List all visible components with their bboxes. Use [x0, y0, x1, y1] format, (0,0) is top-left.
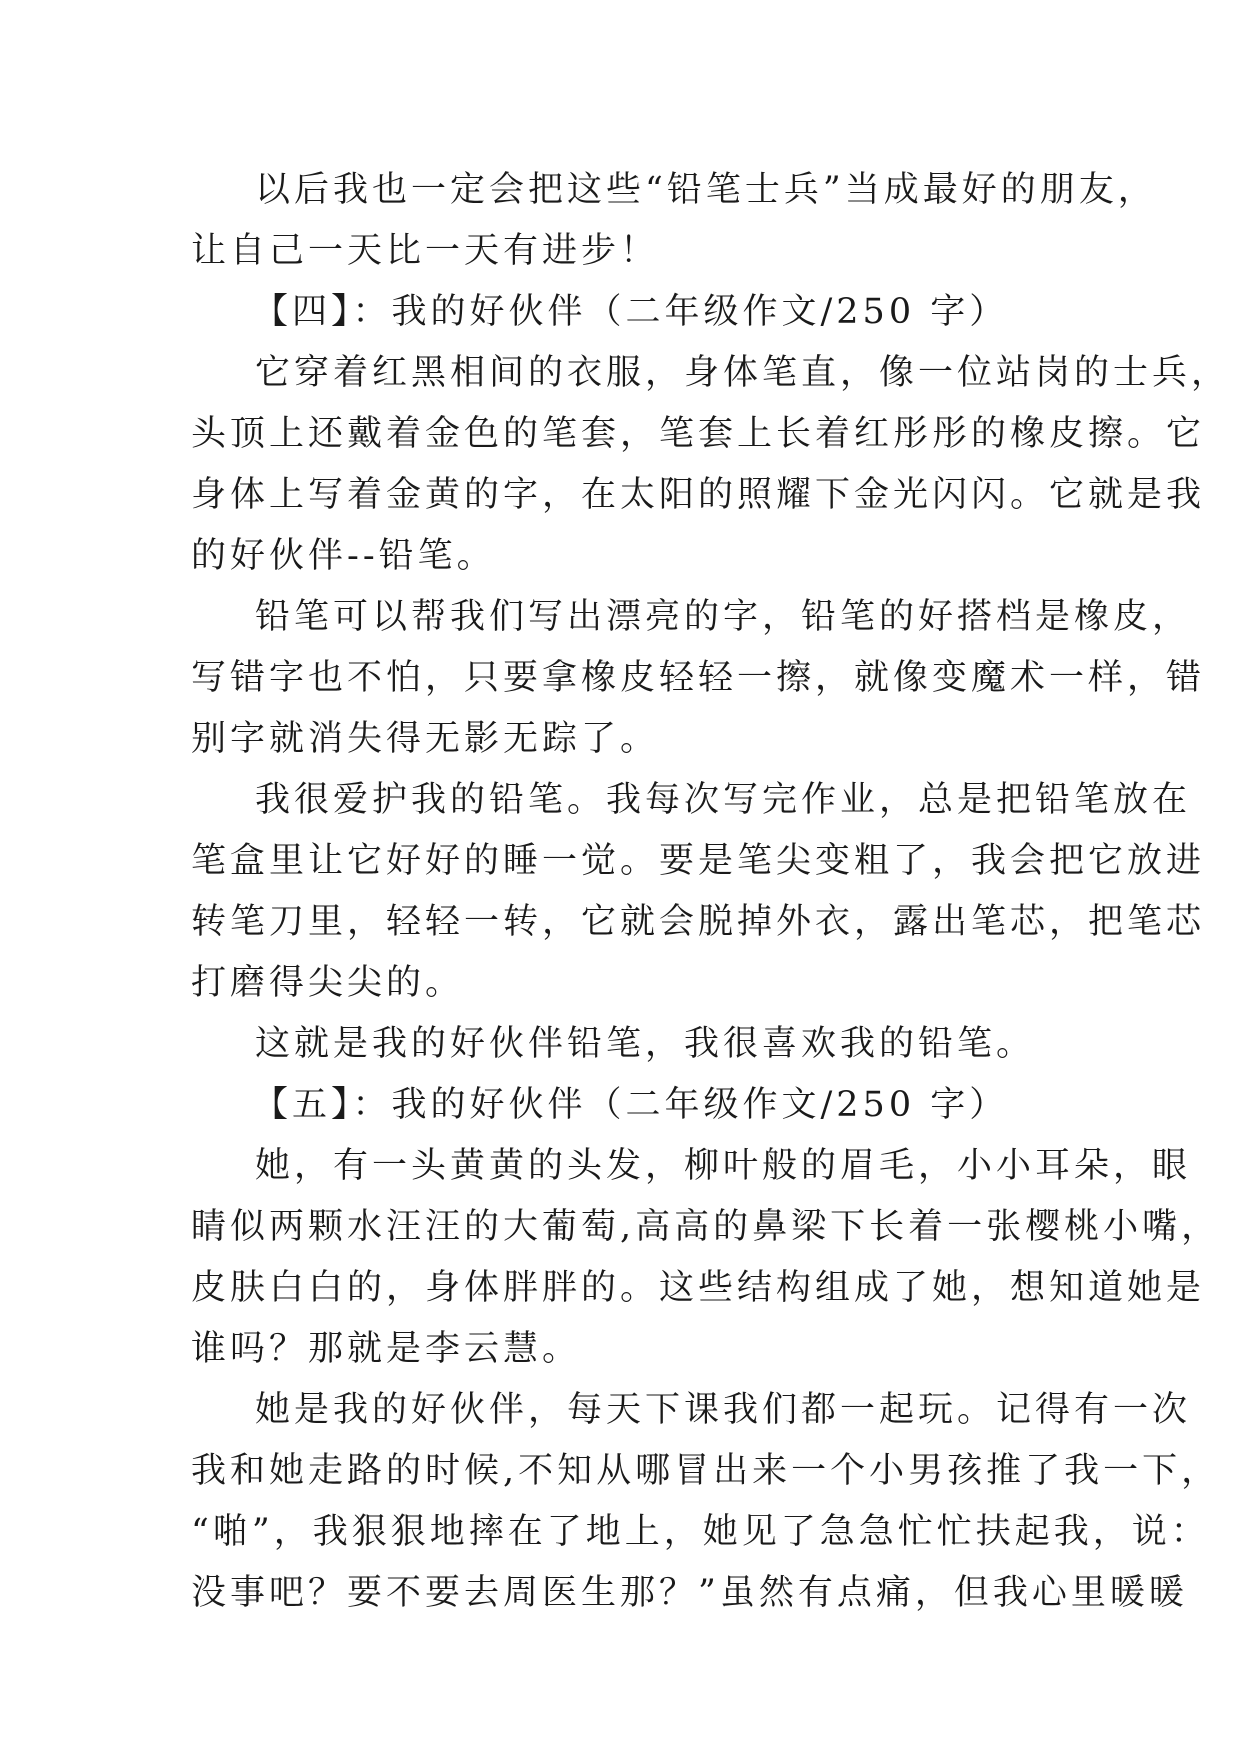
paragraph-line: 皮肤白白的，身体胖胖的。这些结构组成了她，想知道她是 — [191, 1268, 1206, 1308]
paragraph-line: “啪”，我狠狠地摔在了地上，她见了急急忙忙扶起我，说： — [191, 1512, 1210, 1552]
paragraph-line: 的好伙伴--铅笔。 — [191, 536, 496, 576]
paragraph-line: 铅笔可以帮我们写出漂亮的字，铅笔的好搭档是橡皮， — [255, 597, 1192, 637]
paragraph-line: 写错字也不怕，只要拿橡皮轻轻一擦，就像变魔术一样，错 — [191, 658, 1206, 698]
paragraph-line: 谁吗？那就是李云慧。 — [191, 1329, 582, 1369]
paragraph-line: 让自己一天比一天有进步！ — [191, 231, 660, 271]
paragraph-line: 这就是我的好伙伴铅笔，我很喜欢我的铅笔。 — [255, 1024, 1036, 1064]
paragraph-line: 我很爱护我的铅笔。我每次写完作业，总是把铅笔放在 — [255, 780, 1192, 820]
paragraph-line: 它穿着红黑相间的衣服，身体笔直，像一位站岗的士兵， — [255, 353, 1231, 393]
section-heading: 【五】：我的好伙伴（二年级作文/250 字） — [253, 1085, 1009, 1125]
paragraph-line: 笔盒里让它好好的睡一觉。要是笔尖变粗了，我会把它放进 — [191, 841, 1206, 881]
paragraph-line: 没事吧？要不要去周医生那？”虽然有点痛，但我心里暖暖 — [191, 1573, 1188, 1613]
paragraph-line: 头顶上还戴着金色的笔套，笔套上长着红彤彤的橡皮擦。它 — [191, 414, 1206, 454]
paragraph-line: 她，有一头黄黄的头发，柳叶般的眉毛，小小耳朵，眼 — [255, 1146, 1192, 1186]
paragraph-line: 别字就消失得无影无踪了。 — [191, 719, 660, 759]
paragraph-line: 我和她走路的时候,不知从哪冒出来一个小男孩推了我一下， — [191, 1451, 1221, 1491]
paragraph-line: 身体上写着金黄的字，在太阳的照耀下金光闪闪。它就是我 — [191, 475, 1206, 515]
section-heading: 【四】：我的好伙伴（二年级作文/250 字） — [253, 292, 1009, 332]
paragraph-line: 转笔刀里，轻轻一转，它就会脱掉外衣，露出笔芯，把笔芯 — [191, 902, 1206, 942]
paragraph-line: 她是我的好伙伴，每天下课我们都一起玩。记得有一次 — [255, 1390, 1192, 1430]
paragraph-line: 打磨得尖尖的。 — [191, 963, 465, 1003]
paragraph-line: 以后我也一定会把这些“铅笔士兵”当成最好的朋友， — [255, 170, 1157, 210]
essay-text — [191, 160, 1231, 1624]
paragraph-line: 睛似两颗水汪汪的大葡萄,高高的鼻梁下长着一张樱桃小嘴， — [191, 1207, 1221, 1247]
